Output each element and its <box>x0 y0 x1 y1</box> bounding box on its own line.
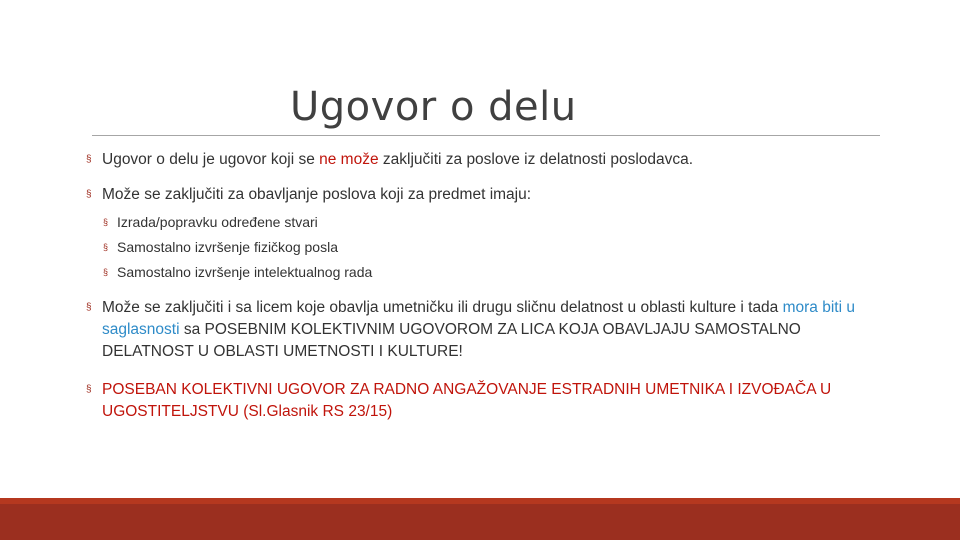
title-divider <box>92 135 880 136</box>
bullet-kultura <box>86 297 886 363</box>
bullet-marker-icon: § <box>103 217 109 227</box>
sub-bullet-fizicki-posao <box>86 235 886 260</box>
bullet-text: Može se zaključiti za obavljanje poslova koji za predmet imaju: <box>102 186 532 203</box>
bullet-marker-icon: § <box>86 302 92 313</box>
bullet-marker-icon: § <box>86 384 92 395</box>
sub-bullet-text: Izrada/popravku određene stvari <box>117 214 318 230</box>
slide-title: Ugovor o delu <box>290 84 577 130</box>
sub-bullet-izrada <box>86 210 886 235</box>
bullet-marker-icon: § <box>86 154 92 165</box>
emphasis-ne-moze: ne može <box>319 151 379 168</box>
bullet-ne-moze <box>86 149 886 171</box>
bullet-marker-icon: § <box>103 242 109 252</box>
bullet-text: POSEBAN KOLEKTIVNI UGOVOR ZA RADNO ANGAŽOVANJE ESTRADNIH UMETNIKA I IZVOĐAČA U UGOSTITELJSTVU (Sl.Glasnik RS 23/15) <box>102 381 832 420</box>
bullet-moze-se-zakljuciti <box>86 184 886 206</box>
bullet-poseban-ugovor <box>86 379 886 423</box>
sub-bullet-text: Samostalno izvršenje fizičkog posla <box>117 239 338 255</box>
bullet-marker-icon: § <box>86 189 92 200</box>
emphasis-saglasnost: mora biti u saglasnosti <box>102 299 855 338</box>
sub-bullet-intelektualni-rad <box>86 260 886 285</box>
bullet-text: Ugovor o delu je ugovor koji se <box>102 151 320 168</box>
sub-bullet-text: Samostalno izvršenje intelektualnog rada <box>117 264 373 280</box>
bullet-text: zaključiti za poslove iz delatnosti poslodavca. <box>378 151 694 168</box>
footer-bar-highlight <box>0 498 960 504</box>
footer-bar <box>0 498 960 540</box>
bullet-marker-icon: § <box>103 267 109 277</box>
bullet-text: Može se zaključiti i sa licem koje obavlja umetničku ili drugu sličnu delatnost u oblasti kulture i tada <box>102 299 783 316</box>
bullet-text: sa POSEBNIM KOLEKTIVNIM UGOVOROM ZA LICA KOJA OBAVLJAJU SAMOSTALNO DELATNOST U OBLASTI UMETNOSTI I KULTURE! <box>102 321 801 360</box>
slide-content <box>86 149 886 423</box>
